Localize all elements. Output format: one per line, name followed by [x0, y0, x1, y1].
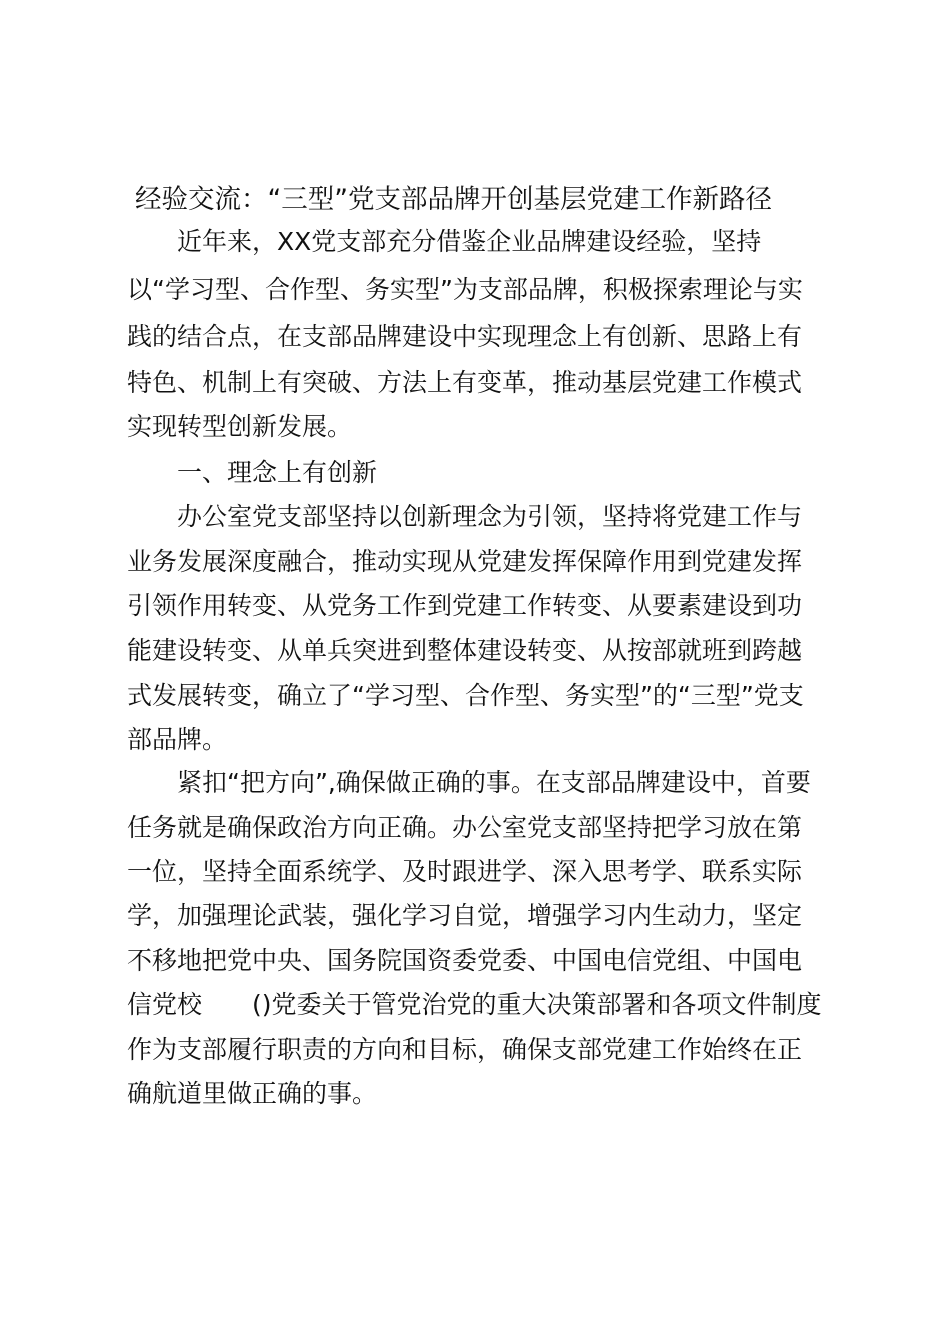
- paragraph-line: 不移地把党中央、国务院国资委党委、中国电信党组、中国电: [127, 946, 803, 975]
- section-heading: 一、理念上有创新: [177, 458, 378, 487]
- paragraph-line: 引领作用转变、从党务工作到党建工作转变、从要素建设到功: [127, 591, 803, 620]
- paragraph-line: 实现转型创新发展。: [127, 412, 353, 441]
- paragraph-line: 能建设转变、从单兵突进到整体建设转变、从按部就班到跨越: [127, 636, 803, 665]
- paragraph-line: 信党校 ()党委关于管党治党的重大决策部署和各项文件制度: [127, 990, 822, 1019]
- paragraph-line: 业务发展深度融合，推动实现从党建发挥保障作用到党建发挥: [127, 547, 803, 576]
- paragraph-line: 践的结合点，在支部品牌建设中实现理念上有创新、思路上有: [127, 322, 803, 351]
- paragraph-line: 学，加强理论武装，强化学习自觉，增强学习内生动力，坚定: [127, 901, 803, 930]
- document-title: 经验交流：“三型”党支部品牌开创基层党建工作新路径: [135, 184, 772, 215]
- paragraph-line: 近年来，XX党支部充分借鉴企业品牌建设经验，坚持: [177, 227, 762, 256]
- paragraph-line: 办公室党支部坚持以创新理念为引领，坚持将党建工作与: [177, 502, 803, 531]
- paragraph-line: 部品牌。: [127, 725, 228, 754]
- paragraph-line: 以“学习型、合作型、务实型”为支部品牌，积极探索理论与实: [127, 275, 803, 304]
- paragraph-line: 作为支部履行职责的方向和目标，确保支部党建工作始终在正: [127, 1035, 803, 1064]
- paragraph-line: 任务就是确保政治方向正确。办公室党支部坚持把学习放在第: [127, 813, 803, 842]
- paragraph-line: 一位，坚持全面系统学、及时跟进学、深入思考学、联系实际: [127, 857, 803, 886]
- paragraph-line: 确航道里做正确的事。: [127, 1079, 378, 1108]
- paragraph-line: 特色、机制上有突破、方法上有变革，推动基层党建工作模式: [127, 368, 803, 397]
- paragraph-line: 紧扣“把方向”,确保做正确的事。在支部品牌建设中，首要: [177, 768, 811, 797]
- paragraph-line: 式发展转变，确立了“学习型、合作型、务实型”的“三型”党支: [127, 681, 804, 710]
